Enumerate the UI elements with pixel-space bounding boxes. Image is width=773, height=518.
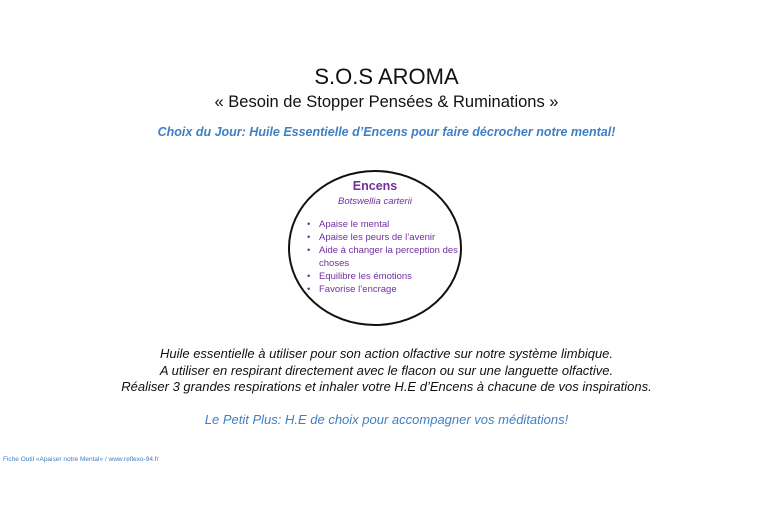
oil-latin-name: Botswellia carterii [338,196,412,207]
usage-instructions [0,346,773,396]
page-title: S.O.S AROMA [314,64,459,89]
usage-line: Huile essentielle à utiliser pour son action olfactive sur notre système limbique. [159,346,614,361]
usage-line: A utiliser en respirant directement avec le flacon ou sur une languette olfactive. [159,362,614,378]
benefit-item: • Apaise les peurs de l’avenir [305,231,465,244]
choice-of-day: Choix du Jour: Huile Essentielle d’Encens pour faire décrocher notre mental! [157,125,616,139]
benefit-item: • Favorise l’encrage [305,283,465,296]
benefit-item: • Equilibre les émotions [305,270,465,283]
benefits-list [305,218,465,296]
usage-line: Réaliser 3 grandes respirations et inhaler votre H.E d’Encens à chacune de vos inspirations. [121,379,652,394]
page-subtitle: « Besoin de Stopper Pensées & Ruminations » [214,93,559,111]
benefit-item: • Aide à changer la perception des choses [305,244,465,270]
oil-name: Encens [352,179,398,193]
petit-plus: Le Petit Plus: H.E de choix pour accompagner vos méditations! [204,412,569,427]
footer-link[interactable]: Fiche Outil «Apaiser notre Mental» / www.reflexo-94.fr [3,456,159,463]
benefit-item: • Apaise le mental [305,218,465,231]
